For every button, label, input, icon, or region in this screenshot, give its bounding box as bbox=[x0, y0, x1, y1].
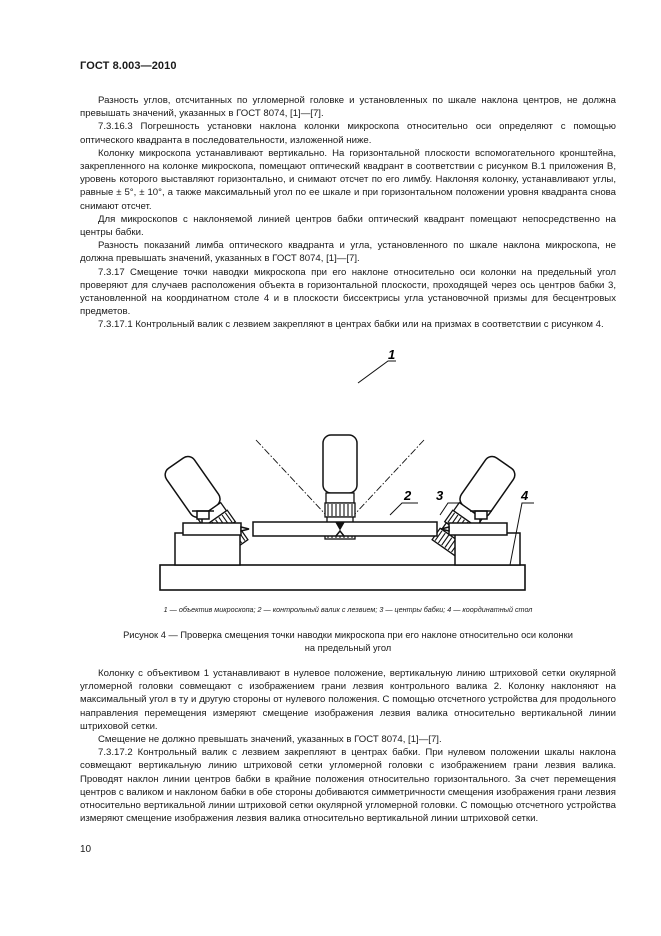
text-block-bottom bbox=[80, 667, 616, 825]
label-4: 4 bbox=[521, 488, 529, 503]
coordinate-table bbox=[160, 565, 525, 590]
label-2: 2 bbox=[404, 488, 412, 503]
figure-caption bbox=[80, 629, 616, 654]
paragraph: 7.3.17.1 Контрольный валик с лезвием закрепляют в центрах бабки или на призмах в соответствии с рисунком 4. bbox=[98, 319, 604, 331]
text-block-top bbox=[80, 94, 616, 332]
paragraph: Смещение не должно превышать значений, указанных в ГОСТ 8074, [1]—[7]. bbox=[98, 734, 442, 746]
caption-line-1: Рисунок 4 — Проверка смещения точки наводки микроскопа при его наклоне относительно оси колонки bbox=[123, 630, 573, 640]
label-1: 1 bbox=[388, 347, 396, 362]
figure-4-diagram bbox=[150, 343, 535, 598]
paragraph: Разность углов, отсчитанных по угломерной головке и установленных по шкале наклона центров, не должна превышать значений, указанных в ГОСТ 8074, [1]—[7]. bbox=[80, 95, 616, 120]
label-3: 3 bbox=[436, 488, 444, 503]
paragraph: 7.3.16.3 Погрешность установки наклона колонки микроскопа относительно оси определяют с помощью оптического квадранта в последовательности, изложенной ниже. bbox=[80, 121, 616, 146]
control-shaft bbox=[253, 522, 437, 536]
caption-line-2: на предельный угол bbox=[304, 642, 392, 653]
paragraph: Разность показаний лимба оптического квадранта и угла, установленного по шкале наклона микроскопа, не должна превышать значений, указанных в ГОСТ 8074, [1]—[7]. bbox=[80, 240, 616, 265]
paragraph: 7.3.17 Смещение точки наводки микроскопа при его наклоне относительно оси колонки на предельный угол проверяют для случаев расположения объекта в горизонтальной плоскости, проходящей через ось центров бабки 3, установленной на координатном столе 4 и в плоскости биссектрисы угла установочной призмы для бесцентровых предметов. bbox=[80, 266, 616, 318]
paragraph: 7.3.17.2 Контрольный валик с лезвием закрепляют в центрах бабки. При нулевом положении шкалы наклона совмещают вертикальную линию штриховой сетки угломерной головки с изображением грани лезвия валика. Проводят наклон линии центров бабки в крайние положения относительно горизонтального. За счет перемещения центров с валиком и наклоном бабки в обе стороны добиваются симметричности смещения изображения грани лезвия относительно вертикальной линии штриховой сетки окулярной угломерной головки. С помощью отсчетного устройства измеряют смещение изображения лезвия валика относительно вертикальной линии штриховой сетки. bbox=[80, 747, 616, 825]
figure-legend: 1 — объектив микроскопа; 2 — контрольный валик с лезвием; 3 — центры бабки; 4 — координатный стол bbox=[163, 605, 533, 614]
paragraph: Колонку с объективом 1 устанавливают в нулевое положение, вертикальную линию штриховой сетки окулярной угломерной головки совмещают с изображением грани лезвия контрольного валика 2. Колонку наклоняют на максимальный угол в ту и другую стороны от нулевого положения. С помощью отсчетного устройства для продольного направления перемещения измеряют смещение изображения лезвия валика относительно вертикальной линии штриховой сетки. bbox=[80, 668, 616, 732]
paragraph: Для микроскопов с наклоняемой линией центров бабки оптический квадрант помещают непосредственно на центры бабки. bbox=[80, 213, 616, 239]
page-number: 10 bbox=[80, 844, 92, 855]
page-header: ГОСТ 8.003—2010 bbox=[80, 60, 177, 72]
paragraph: Колонку микроскопа устанавливают вертикально. На горизонтальной плоскости вспомогательного кронштейна, закрепленного на колонке микроскопа, помещают оптический квадрант в соответствии с рисунком В.1 приложения В, уровень которого выставляют горизонтально, и снимают отсчет по его лимбу. Наклоняя колонку, устанавливают углы, равные ± 5°, ± 10°, а также максимальный угол по ее шкале и при горизонтальном положении уровня квадранта снова снимают отсчет. bbox=[80, 147, 616, 212]
